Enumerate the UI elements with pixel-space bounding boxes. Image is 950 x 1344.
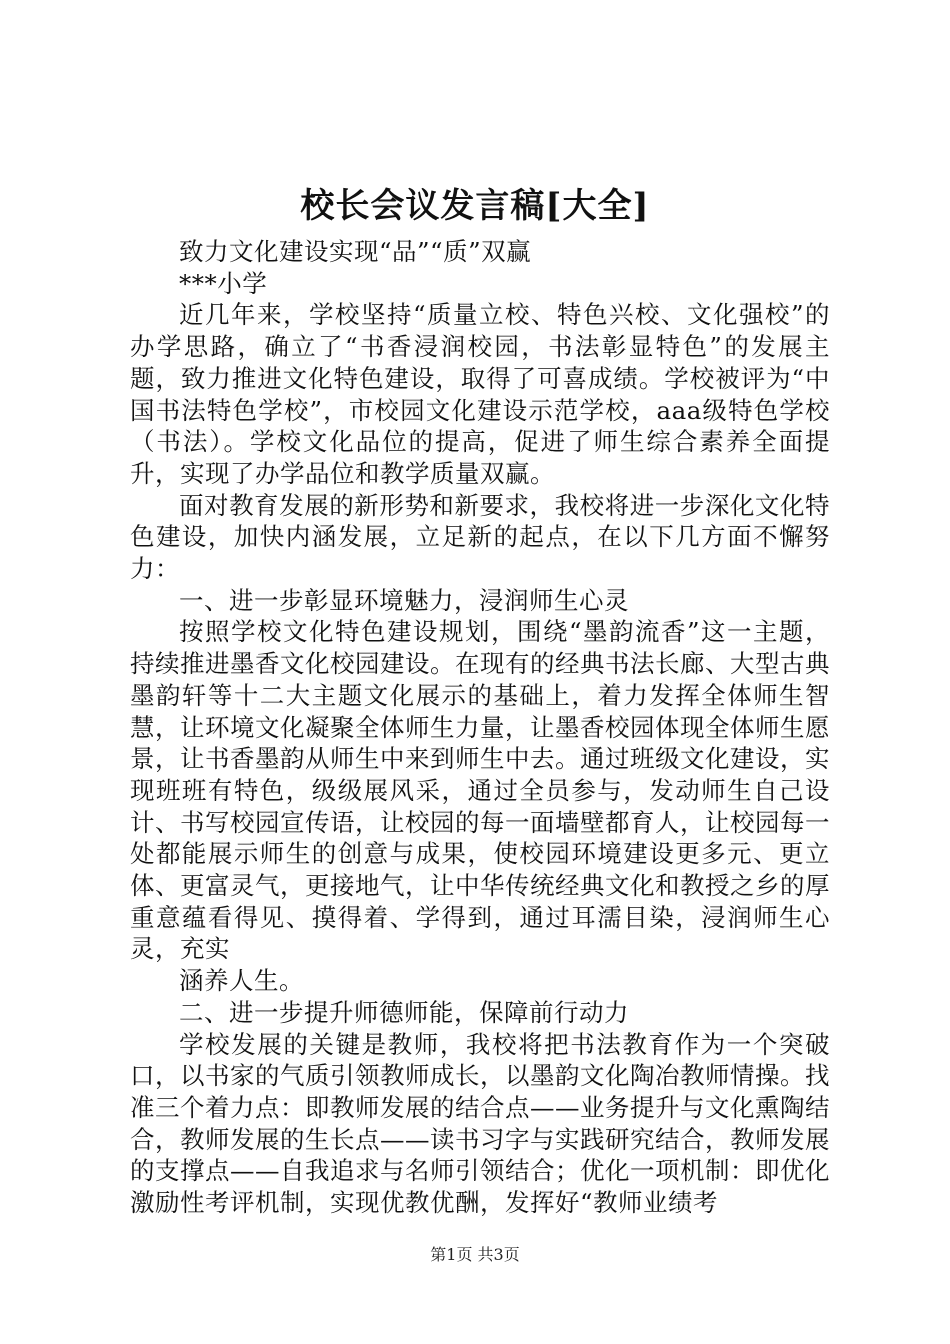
paragraph-outlook: 面对教育发展的新形势和新要求，我校将进一步深化文化特色建设，加快内涵发展，立足新的起点，在以下几方面不懈努力： — [130, 490, 830, 584]
document-title: 校长会议发言稿[大全] — [300, 186, 650, 226]
document-body — [130, 236, 830, 1219]
paragraph-intro: 近几年来，学校坚持“质量立校、特色兴校、文化强校”的办学思路，确立了“书香浸润校园，书法彰显特色”的发展主题，致力推进文化特色建设，取得了可喜成绩。学校被评为“中国书法特色学校”，市校园文化建设示范学校，aaa级特色学校（书法）。学校文化品位的提高，促进了师生综合素养全面提升，实现了办学品位和教学质量双赢。 — [130, 300, 830, 488]
paragraph-section-1-tail: 涵养人生。 — [179, 966, 304, 996]
subtitle: 致力文化建设实现“品”“质”双赢 — [179, 237, 532, 266]
school-name: ***小学 — [179, 268, 268, 298]
page-footer: 第1页 共3页 — [430, 1245, 520, 1264]
paragraph-section-1: 按照学校文化特色建设规划，围绕“墨韵流香”这一主题，持续推进墨香文化校园建设。在现有的经典书法长廊、大型古典墨韵轩等十二大主题文化展示的基础上，着力发挥全体师生智慧，让环境文化凝聚全体师生力量，让墨香校园体现全体师生愿景，让书香墨韵从师生中来到师生中去。通过班级文化建设，实现班班有特色，级级展风采，通过全员参与，发动师生自己设计、书写校园宣传语，让校园的每一面墙壁都育人，让校园每一处都能展示师生的创意与成果，使校园环境建设更多元、更立体、更富灵气，更接地气，让中华传统经典文化和教授之乡的厚重意蕴看得见、摸得着、学得到，通过耳濡目染，浸润师生心灵，充实 — [130, 617, 830, 964]
paragraph-section-2: 学校发展的关键是教师，我校将把书法教育作为一个突破口，以书家的气质引领教师成长，以墨韵文化陶冶教师情操。找准三个着力点：即教师发展的结合点——业务提升与文化熏陶结合，教师发展的生长点——读书习字与实践研究结合，教师发展的支撑点——自我追求与名师引领结合；优化一项机制：即优化激励性考评机制，实现优教优酬，发挥好“教师业绩考 — [130, 1029, 830, 1218]
section-heading-2: 二、进一步提升师德师能，保障前行动力 — [179, 997, 629, 1027]
section-heading-1: 一、进一步彰显环境魅力，浸润师生心灵 — [179, 585, 629, 615]
